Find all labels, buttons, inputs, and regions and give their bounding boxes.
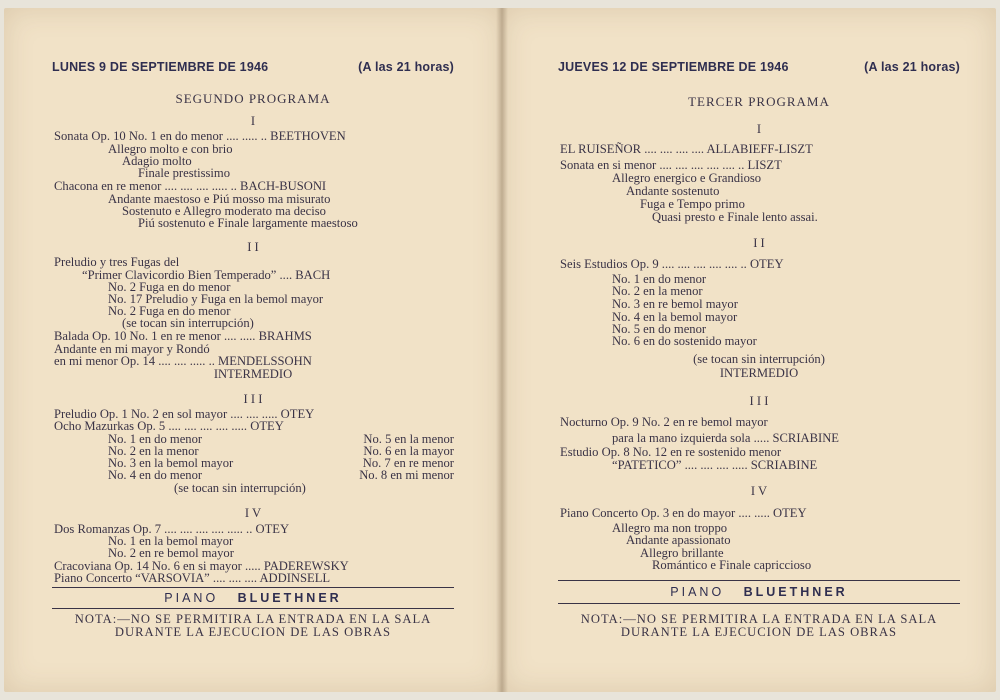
left-header: [52, 60, 454, 74]
left-mazurka-5: No. 5 en la menor: [363, 432, 454, 446]
right-section-2: I I: [753, 236, 765, 250]
right-line-11: Estudio Op. 8 No. 12 en re sostenido menor: [560, 445, 782, 459]
right-estudio-1: No. 1 en do menor: [612, 272, 707, 286]
left-mazurka-3: No. 3 en la bemol mayor: [108, 456, 234, 470]
right-piano-brand: BLUETHNER: [743, 585, 848, 599]
left-line-8: Piú sostenuto e Finale largamente maestoso: [138, 216, 358, 230]
left-mazurka-4: No. 4 en do menor: [108, 468, 203, 482]
right-line-2: Sonata en si menor .... .... .... .... .... .. LISZT: [560, 158, 782, 172]
left-line-7: Sostenuto e Allegro moderato ma deciso: [122, 204, 326, 218]
left-section-3: I I I: [243, 392, 263, 406]
right-section-3: I I I: [749, 394, 769, 408]
right-line-1: EL RUISEÑOR .... .... .... .... ALLABIEFF-LISZT: [560, 142, 813, 156]
right-section-1: I: [756, 122, 762, 136]
right-line-16: Allegro brillante: [640, 546, 724, 560]
right-time: (A las 21 horas): [864, 60, 960, 74]
right-page: [502, 8, 996, 692]
right-estudio-4: No. 4 en la bemol mayor: [612, 310, 738, 324]
right-rule-bottom: [558, 603, 960, 604]
page-fold: [496, 8, 508, 692]
right-rule-top: [558, 580, 960, 581]
left-line-17: en mi menor Op. 14 .... .... ..... .. MENDELSSOHN: [54, 354, 312, 368]
right-line-6: Quasi presto e Finale lento assai.: [652, 210, 818, 224]
left-section-1: I: [250, 114, 256, 128]
right-line-5: Fuga e Tempo primo: [640, 197, 745, 211]
left-rule-bottom: [52, 608, 454, 609]
left-line-18: Preludio Op. 1 No. 2 en sol mayor .... .... ..... OTEY: [54, 407, 315, 421]
left-nota-line-1: NOTA:—NO SE PERMITIRA LA ENTRADA EN LA SALA: [74, 612, 432, 626]
right-line-7: Seis Estudios Op. 9 .... .... .... .... .... .. OTEY: [560, 257, 784, 271]
left-line-22: No. 1 en la bemol mayor: [108, 534, 234, 548]
right-line-15: Andante apassionato: [626, 533, 731, 547]
left-piano-label: PIANO: [164, 591, 219, 605]
left-line-15: Balada Op. 10 No. 1 en re menor .... ..... BRAHMS: [54, 329, 312, 343]
right-estudio-2: No. 2 en la menor: [612, 284, 703, 298]
left-nota-line-2: DURANTE LA EJECUCION DE LAS OBRAS: [114, 625, 392, 639]
left-line-10: “Primer Clavicordio Bien Temperado” .... BACH: [82, 268, 331, 282]
right-section-4: I V: [750, 484, 768, 498]
left-piano: [52, 591, 454, 605]
right-line-14: Allegro ma non troppo: [612, 521, 728, 535]
left-line-5: Chacona en re menor .... .... .... ..... .. BACH-BUSONI: [54, 179, 327, 193]
left-line-21: Dos Romanzas Op. 7 .... .... .... .... ..... .. OTEY: [54, 522, 290, 536]
right-line-9: Nocturno Op. 9 No. 2 en re bemol mayor: [560, 415, 768, 429]
left-line-9: Preludio y tres Fugas del: [54, 255, 180, 269]
right-line-8: (se tocan sin interrupción): [693, 352, 825, 366]
right-estudio-6: No. 6 en do sostenido mayor: [612, 334, 757, 348]
left-section-2: I I: [247, 240, 259, 254]
right-estudio-3: No. 3 en re bemol mayor: [612, 297, 738, 311]
right-line-17: Romántico e Finale capriccioso: [652, 558, 812, 572]
left-line-24: Cracoviana Op. 14 No. 6 en si mayor ..... PADEREWSKY: [54, 559, 349, 573]
left-mazurka-6: No. 6 en la mayor: [363, 444, 454, 458]
right-line-10: para la mano izquierda sola ..... SCRIABINE: [612, 431, 839, 445]
left-line-25: Piano Concerto “VARSOVIA” .... .... .... ADDINSELL: [54, 571, 331, 585]
right-line-12: “PATETICO” .... .... .... ..... SCRIABINE: [612, 458, 818, 472]
left-line-4: Finale prestissimo: [138, 166, 230, 180]
left-line-14: (se tocan sin interrupción): [122, 316, 254, 330]
left-line-1: Sonata Op. 10 No. 1 en do menor .... ..... .. BEETHOVEN: [54, 129, 346, 143]
left-line-2: Allegro molto e con brio: [108, 142, 233, 156]
right-header: [558, 60, 960, 74]
left-page: [4, 8, 502, 692]
left-date: LUNES 9 DE SEPTIEMBRE DE 1946: [52, 60, 269, 74]
left-line-19: Ocho Mazurkas Op. 5 .... .... .... .... ..... OTEY: [54, 419, 284, 433]
right-nota-line-2: DURANTE LA EJECUCION DE LAS OBRAS: [620, 625, 898, 639]
left-line-6: Andante maestoso e Piú mosso ma misurato: [108, 192, 331, 206]
left-line-23: No. 2 en re bemol mayor: [108, 546, 234, 560]
right-piano: [558, 585, 960, 599]
right-intermedio: INTERMEDIO: [719, 366, 799, 380]
right-line-3: Allegro energico e Grandioso: [612, 171, 762, 185]
right-estudio-5: No. 5 en do menor: [612, 322, 707, 336]
left-line-3: Adagio molto: [122, 154, 192, 168]
left-rule-top: [52, 587, 454, 588]
left-mazurka-7: No. 7 en re menor: [362, 456, 454, 470]
left-mazurka-2: No. 2 en la menor: [108, 444, 199, 458]
left-mazurka-8: No. 8 en mi menor: [359, 468, 454, 482]
left-piano-brand: BLUETHNER: [237, 591, 342, 605]
left-intermedio: INTERMEDIO: [213, 367, 293, 381]
right-program-title: TERCER PROGRAMA: [688, 94, 830, 109]
right-line-4: Andante sostenuto: [626, 184, 720, 198]
left-mazurka-1: No. 1 en do menor: [108, 432, 203, 446]
left-line-12: No. 17 Preludio y Fuga en la bemol mayor: [108, 292, 324, 306]
right-nota-line-1: NOTA:—NO SE PERMITIRA LA ENTRADA EN LA SALA: [580, 612, 938, 626]
left-line-13: No. 2 Fuga en do menor: [108, 304, 231, 318]
right-date: JUEVES 12 DE SEPTIEMBRE DE 1946: [558, 60, 789, 74]
left-section-4: I V: [244, 506, 262, 520]
left-line-11: No. 2 Fuga en do menor: [108, 280, 231, 294]
left-time: (A las 21 horas): [358, 60, 454, 74]
right-line-13: Piano Concerto Op. 3 en do mayor .... ..... OTEY: [560, 506, 807, 520]
right-piano-label: PIANO: [670, 585, 725, 599]
left-line-20: (se tocan sin interrupción): [174, 481, 306, 495]
left-program-title: SEGUNDO PROGRAMA: [175, 91, 331, 106]
left-line-16: Andante en mi mayor y Rondó: [54, 342, 210, 356]
